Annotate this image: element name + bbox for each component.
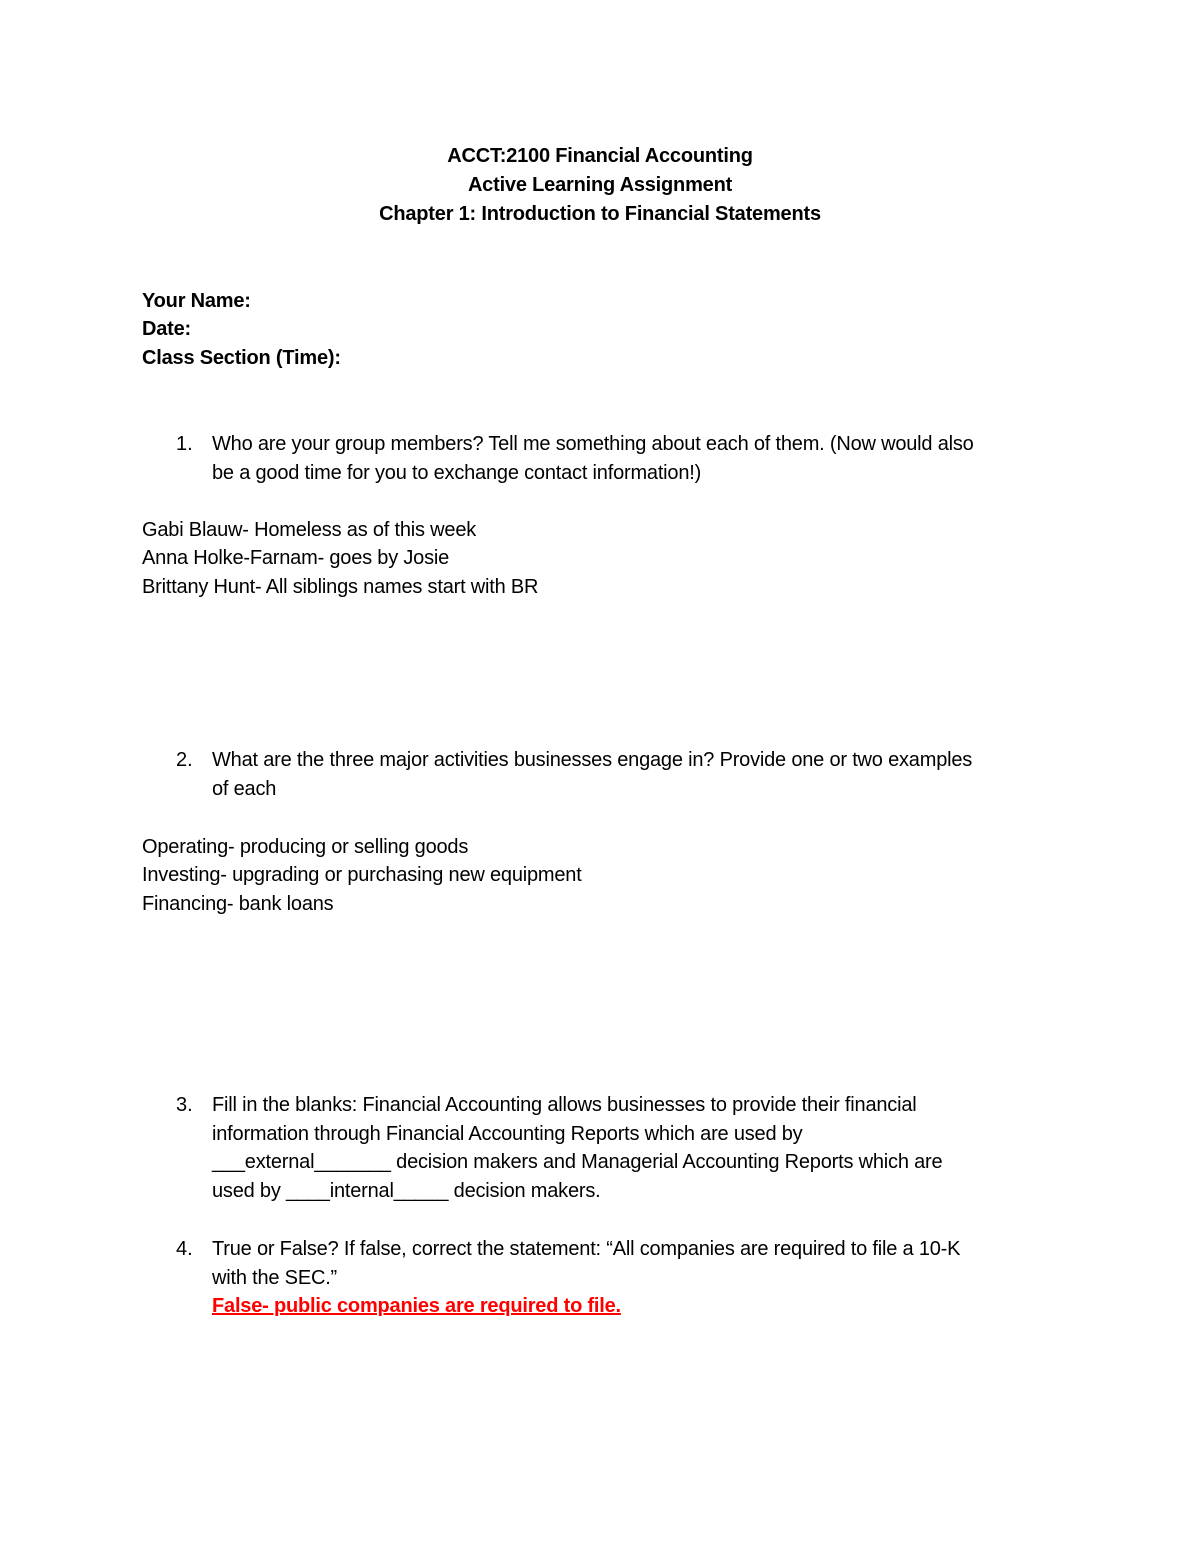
assignment-title: Active Learning Assignment xyxy=(467,174,733,196)
name-label: Your Name: xyxy=(142,290,251,312)
date-label: Date: xyxy=(142,318,192,340)
q3-text-line1: Fill in the blanks: Financial Accounting allows businesses to provide their financial xyxy=(212,1094,917,1116)
q2-answer-3: Financing- bank loans xyxy=(142,893,334,915)
q1-text-line2: be a good time for you to exchange contact information!) xyxy=(212,462,702,484)
q1-answer-1: Gabi Blauw- Homeless as of this week xyxy=(142,519,477,541)
chapter-title: Chapter 1: Introduction to Financial Statements xyxy=(379,203,821,225)
q3-text-line3: ___external_______ decision makers and Managerial Accounting Reports which are xyxy=(212,1151,943,1173)
q2-number: 2. xyxy=(176,749,193,771)
q1-answer-3: Brittany Hunt- All siblings names start with BR xyxy=(142,576,539,598)
section-label: Class Section (Time): xyxy=(142,347,341,369)
q4-number: 4. xyxy=(176,1238,193,1260)
q2-text-line2: of each xyxy=(212,778,277,800)
q3-number: 3. xyxy=(176,1094,193,1116)
q3-text-line4: used by ____internal_____ decision makers. xyxy=(212,1180,601,1202)
q4-text-line2: with the SEC.” xyxy=(212,1267,338,1289)
q2-answer-2: Investing- upgrading or purchasing new equipment xyxy=(142,864,582,886)
q4-text-line1: True or False? If false, correct the statement: “All companies are required to file a 10-K xyxy=(212,1238,961,1260)
q2-answer-1: Operating- producing or selling goods xyxy=(142,836,469,858)
course-title: ACCT:2100 Financial Accounting xyxy=(447,145,753,167)
q3-text-line2: information through Financial Accounting Reports which are used by xyxy=(212,1123,803,1145)
q4-answer: False- public companies are required to file. xyxy=(212,1295,621,1317)
q1-number: 1. xyxy=(176,433,193,455)
q1-answer-2: Anna Holke-Farnam- goes by Josie xyxy=(142,547,450,569)
q1-text-line1: Who are your group members? Tell me something about each of them. (Now would also xyxy=(212,433,974,455)
q2-text-line1: What are the three major activities businesses engage in? Provide one or two examples xyxy=(212,749,973,771)
